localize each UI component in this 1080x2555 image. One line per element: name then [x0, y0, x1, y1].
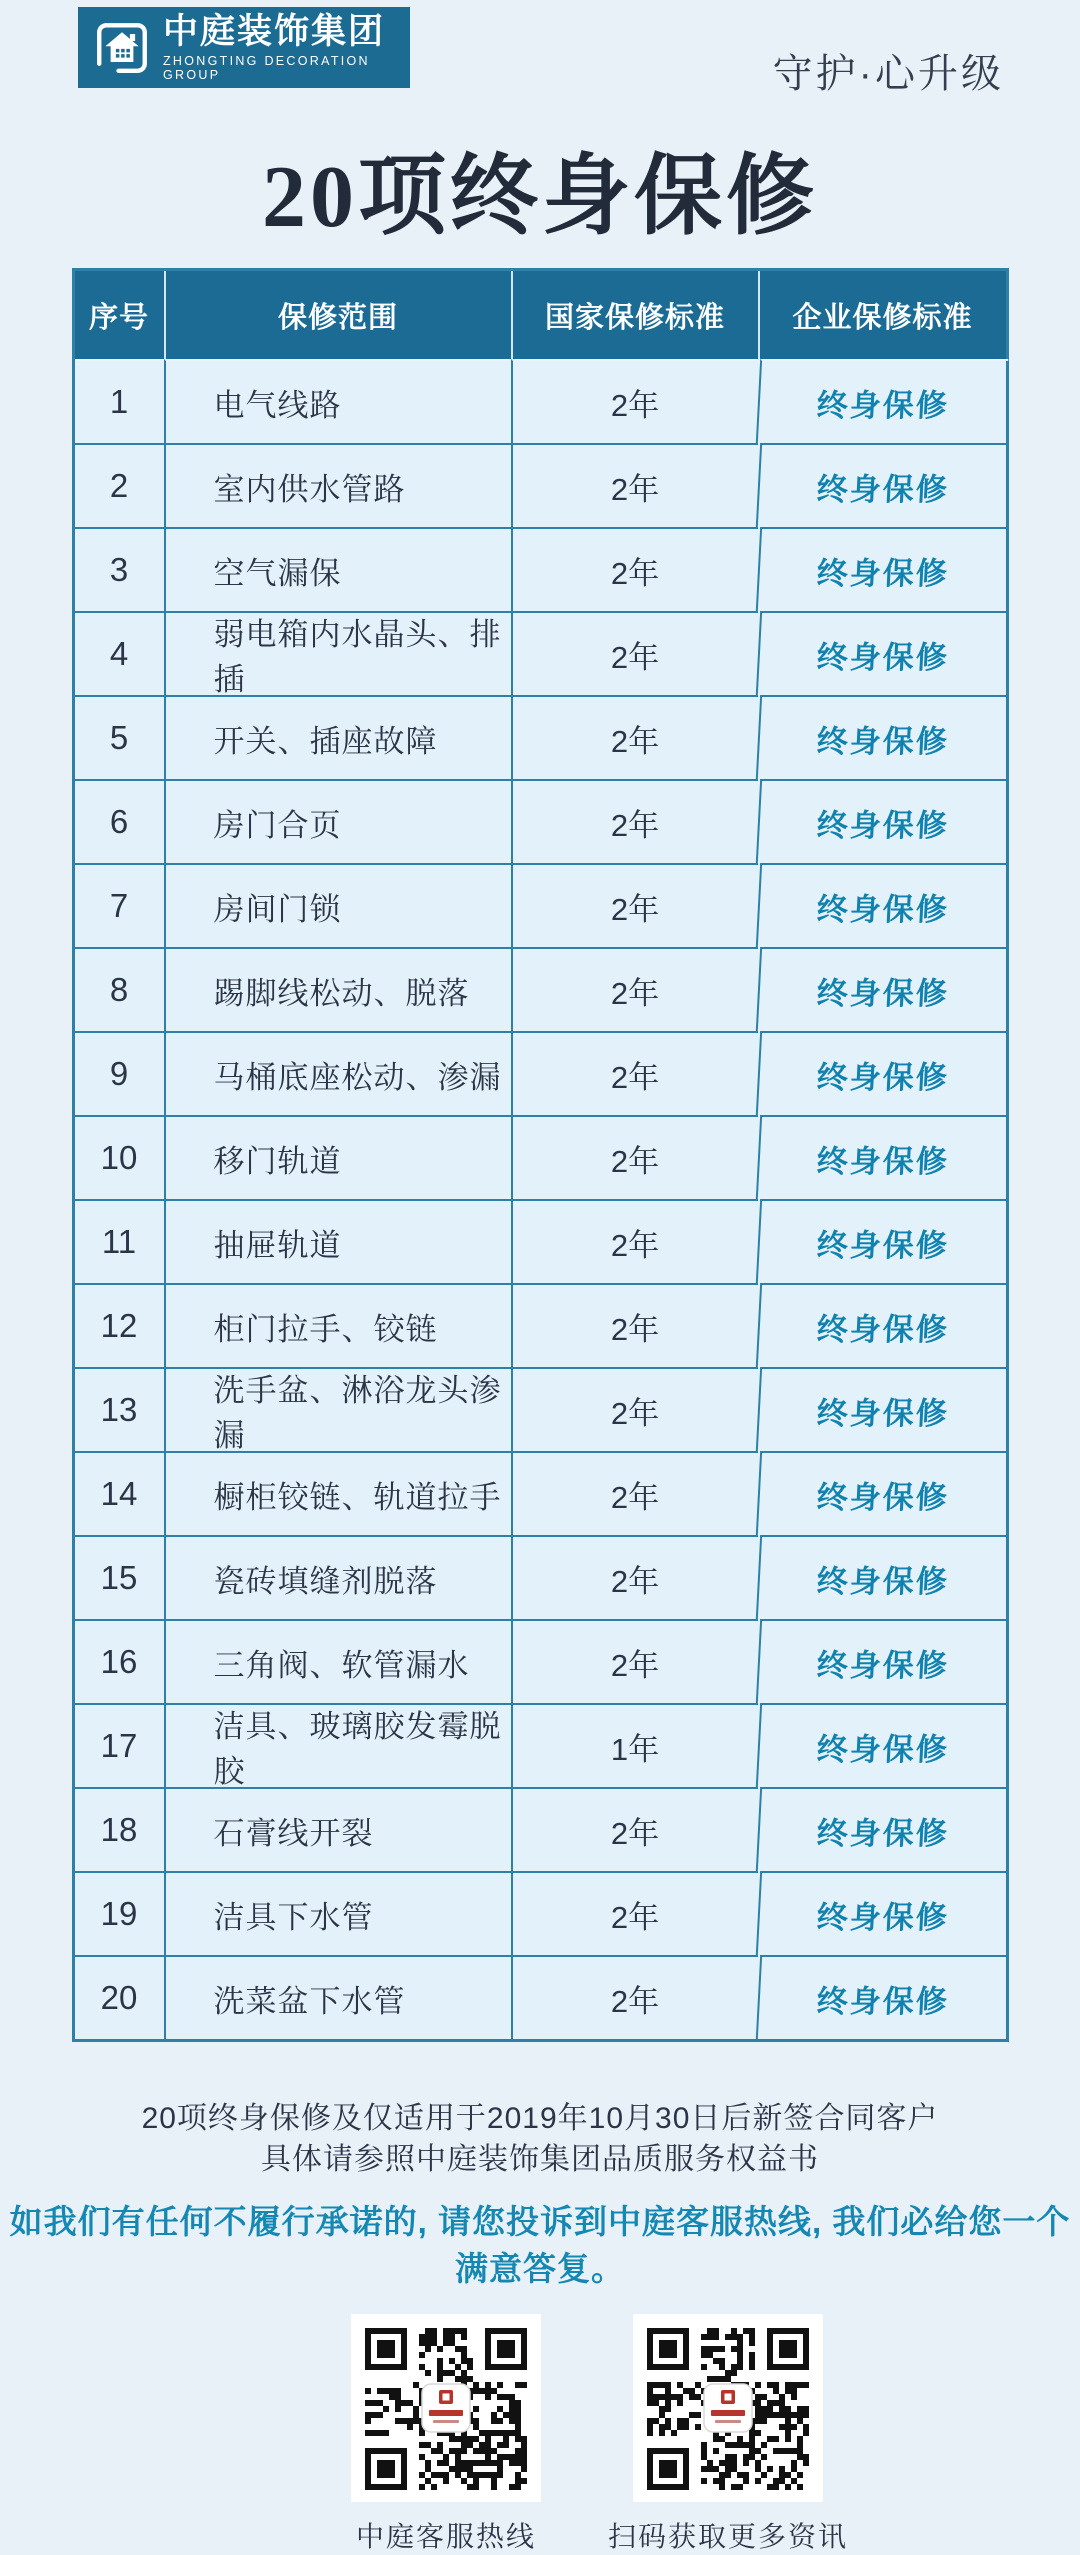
row-number: 15 — [75, 1535, 164, 1619]
enterprise-standard: 终身保修 — [755, 527, 1007, 611]
row-number: 12 — [75, 1283, 164, 1367]
warranty-scope: 开关、插座故障 — [164, 695, 511, 779]
national-standard: 2年 — [511, 1955, 758, 2039]
table-row — [75, 1199, 1006, 1283]
table-row — [75, 359, 1006, 443]
table-row — [75, 611, 1006, 695]
table-row — [75, 443, 1006, 527]
table-row — [75, 1031, 1006, 1115]
warranty-scope: 石膏线开裂 — [164, 1787, 511, 1871]
enterprise-standard: 终身保修 — [755, 1031, 1007, 1115]
enterprise-standard: 终身保修 — [755, 359, 1007, 443]
national-standard: 2年 — [511, 779, 758, 863]
table-row — [75, 695, 1006, 779]
footnote-line-1: 20项终身保修及仅适用于2019年10月30日后新签合同客户 — [141, 2102, 939, 2135]
warranty-scope: 室内供水管路 — [164, 443, 511, 527]
logo-company-name: 中庭装饰集团 — [163, 12, 386, 51]
national-standard: 2年 — [511, 1115, 758, 1199]
warranty-scope: 房间门锁 — [164, 863, 511, 947]
national-standard: 2年 — [511, 1031, 758, 1115]
row-number: 16 — [75, 1619, 164, 1703]
warranty-scope: 柜门拉手、铰链 — [164, 1283, 511, 1367]
enterprise-standard: 终身保修 — [755, 1115, 1007, 1199]
header-bar — [0, 0, 1080, 100]
enterprise-standard: 终身保修 — [755, 863, 1007, 947]
row-number: 19 — [75, 1871, 164, 1955]
enterprise-standard: 终身保修 — [755, 611, 1007, 695]
table-row — [75, 1619, 1006, 1703]
enterprise-standard: 终身保修 — [755, 1703, 1007, 1787]
national-standard: 2年 — [511, 947, 758, 1031]
table-row — [75, 947, 1006, 1031]
table-row — [75, 779, 1006, 863]
qr-info-label: 扫码获取更多资讯 — [608, 2521, 849, 2552]
qr-hotline-label: 中庭客服热线 — [355, 2521, 536, 2552]
national-standard: 2年 — [511, 611, 758, 695]
national-standard: 2年 — [511, 695, 758, 779]
table-header-row — [75, 271, 1006, 359]
table-row — [75, 1871, 1006, 1955]
table-row — [75, 1283, 1006, 1367]
service-promise: 如我们有任何不履行承诺的, 请您投诉到中庭客服热线, 我们必给您一个满意答复。 — [9, 2203, 1071, 2287]
national-standard: 2年 — [511, 1451, 758, 1535]
logo-text-block — [163, 13, 410, 82]
row-number: 20 — [75, 1955, 164, 2039]
national-standard: 2年 — [511, 1787, 758, 1871]
enterprise-standard: 终身保修 — [755, 1451, 1007, 1535]
enterprise-standard: 终身保修 — [755, 779, 1007, 863]
enterprise-standard: 终身保修 — [755, 695, 1007, 779]
warranty-scope: 踢脚线松动、脱落 — [164, 947, 511, 1031]
warranty-scope: 三角阀、软管漏水 — [164, 1619, 511, 1703]
national-standard: 2年 — [511, 1619, 758, 1703]
qr-section — [0, 2314, 1080, 2555]
row-number: 4 — [75, 611, 164, 695]
house-logo-icon — [94, 20, 150, 76]
national-standard: 2年 — [511, 863, 758, 947]
row-number: 7 — [75, 863, 164, 947]
footnote-line-2: 具体请参照中庭装饰集团品质服务权益书 — [261, 2143, 819, 2176]
table-row — [75, 1955, 1006, 2039]
row-number: 5 — [75, 695, 164, 779]
row-number: 3 — [75, 527, 164, 611]
enterprise-standard: 终身保修 — [755, 947, 1007, 1031]
table-row — [75, 1451, 1006, 1535]
column-header-national: 国家保修标准 — [511, 271, 758, 359]
company-logo — [78, 7, 410, 88]
hotline-qr-code — [351, 2314, 541, 2502]
qr-hotline-column — [351, 2314, 541, 2555]
footnote-block — [0, 2098, 1080, 2180]
table-row — [75, 1367, 1006, 1451]
enterprise-standard: 终身保修 — [755, 1619, 1007, 1703]
national-standard: 2年 — [511, 1367, 758, 1451]
national-standard: 1年 — [511, 1703, 758, 1787]
row-number: 14 — [75, 1451, 164, 1535]
table-row — [75, 527, 1006, 611]
row-number: 10 — [75, 1115, 164, 1199]
warranty-scope: 电气线路 — [164, 359, 511, 443]
table-row — [75, 863, 1006, 947]
table-row — [75, 1787, 1006, 1871]
national-standard: 2年 — [511, 443, 758, 527]
qr-info-column — [608, 2314, 848, 2555]
national-standard: 2年 — [511, 359, 758, 443]
warranty-scope: 瓷砖填缝剂脱落 — [164, 1535, 511, 1619]
national-standard: 2年 — [511, 1535, 758, 1619]
enterprise-standard: 终身保修 — [755, 1199, 1007, 1283]
warranty-scope: 抽屉轨道 — [164, 1199, 511, 1283]
national-standard: 2年 — [511, 527, 758, 611]
more-info-qr-code — [633, 2314, 823, 2502]
warranty-scope: 洗菜盆下水管 — [164, 1955, 511, 2039]
enterprise-standard: 终身保修 — [755, 1535, 1007, 1619]
enterprise-standard: 终身保修 — [755, 443, 1007, 527]
row-number: 17 — [75, 1703, 164, 1787]
row-number: 6 — [75, 779, 164, 863]
row-number: 13 — [75, 1367, 164, 1451]
enterprise-standard: 终身保修 — [755, 1787, 1007, 1871]
enterprise-standard: 终身保修 — [755, 1955, 1007, 2039]
enterprise-standard: 终身保修 — [755, 1367, 1007, 1451]
national-standard: 2年 — [511, 1199, 758, 1283]
table-row — [75, 1703, 1006, 1787]
warranty-scope: 马桶底座松动、渗漏 — [164, 1031, 511, 1115]
enterprise-standard: 终身保修 — [755, 1871, 1007, 1955]
warranty-scope: 洁具、玻璃胶发霉脱胶 — [164, 1703, 511, 1787]
campaign-tagline: 守护·心升级 — [772, 52, 1004, 96]
page-title: 20项终身保修 — [261, 149, 818, 246]
warranty-scope: 洗手盆、淋浴龙头渗漏 — [164, 1367, 511, 1451]
table-row — [75, 1535, 1006, 1619]
table-row — [75, 1115, 1006, 1199]
warranty-scope: 移门轨道 — [164, 1115, 511, 1199]
column-header-index: 序号 — [88, 301, 149, 334]
column-header-scope: 保修范围 — [164, 271, 511, 359]
warranty-scope: 房门合页 — [164, 779, 511, 863]
row-number: 9 — [75, 1031, 164, 1115]
row-number: 8 — [75, 947, 164, 1031]
warranty-scope: 弱电箱内水晶头、排插 — [164, 611, 511, 695]
national-standard: 2年 — [511, 1871, 758, 1955]
column-header-enterprise: 企业保修标准 — [758, 271, 1006, 359]
row-number: 1 — [75, 359, 164, 443]
row-number: 18 — [75, 1787, 164, 1871]
warranty-table — [72, 268, 1009, 2042]
table-body — [75, 359, 1006, 2039]
enterprise-standard: 终身保修 — [755, 1283, 1007, 1367]
warranty-scope: 洁具下水管 — [164, 1871, 511, 1955]
warranty-scope: 橱柜铰链、轨道拉手 — [164, 1451, 511, 1535]
warranty-scope: 空气漏保 — [164, 527, 511, 611]
row-number: 11 — [75, 1199, 164, 1283]
row-number: 2 — [75, 443, 164, 527]
national-standard: 2年 — [511, 1283, 758, 1367]
logo-company-name-en: ZHONGTING DECORATION GROUP — [163, 54, 370, 82]
